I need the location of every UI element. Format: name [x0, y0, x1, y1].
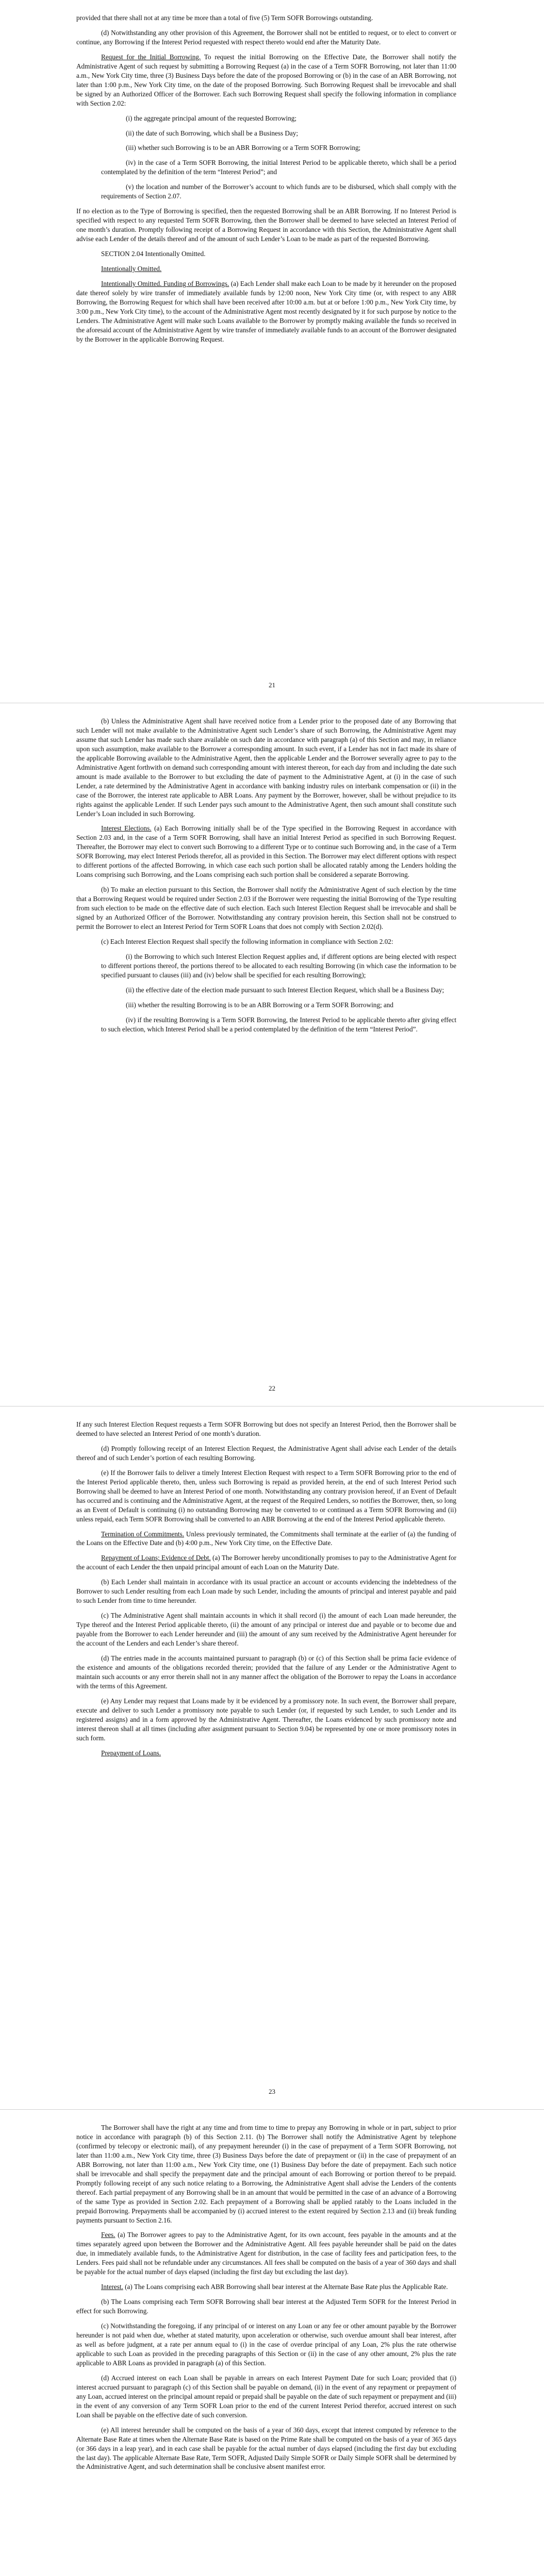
paragraph [76, 1444, 456, 1463]
paragraph-text: (v) the location and number of the Borrower’s account to which funds are to be disbursed, which shall comply with the requirements of Section 2.07. [101, 183, 456, 200]
paragraph [76, 207, 456, 244]
page-21 [0, 0, 544, 703]
paragraph [76, 28, 456, 47]
paragraph-text: (iv) in the case of a Term SOFR Borrowing, the initial Interest Period to be applicable thereto, which shall be a period contemplated by the definition of the term “Interest Period”; and [101, 159, 456, 176]
page-number: 23 [269, 2088, 275, 2095]
section-heading: Interest. [101, 2283, 123, 2291]
paragraph [76, 249, 456, 259]
paragraph [101, 129, 456, 138]
paragraph [76, 53, 456, 108]
paragraph-text: (e) If the Borrower fails to deliver a timely Interest Election Request with respect to a Term SOFR Borrowing prior to the end of the Interest Period applicable thereto, then, unless such Borrowing is repaid as provided herein, at the end of such Interest Period such Borrowing shall be deemed to have an Interest Period of one month. Notwithstanding any contrary provision hereof, if an Event of Default has occurred and is continuing and the Administrative Agent, at the request of the Required Lenders, so notifies the Borrower, then, so long as an Event of Default is continuing (i) no outstanding Borrowing may be converted to or continued as a Term SOFR Borrowing and (ii) unless repaid, each Term SOFR Borrowing shall be converted to an ABR Borrowing at the end of the Interest Period applicable thereto. [76, 1468, 456, 1523]
section-heading: Intentionally Omitted. [101, 265, 162, 273]
paragraph [76, 1553, 456, 1572]
paragraph-text: (b) The Loans comprising each Term SOFR Borrowing shall bear interest at the Adjusted Term SOFR for the Interest Period in effect for such Borrowing. [76, 2298, 456, 2315]
paragraph-text: Unless previously terminated, the Commitments shall terminate at the earlier of (a) the funding of the Loans on the Effective Date and (b) 4:00 p.m., New York City time, on the Effective Date. [76, 1530, 456, 1547]
paragraph [76, 2123, 456, 2225]
paragraph [76, 279, 456, 344]
paragraph-text: If any such Interest Election Request requests a Term SOFR Borrowing but does not specify an Interest Period, then the Borrower shall be deemed to have selected an Interest Period of one month’s duration. [76, 1420, 456, 1437]
paragraph-text: (iv) if the resulting Borrowing is a Term SOFR Borrowing, the Interest Period to be applicable thereto after giving effect to such election, which Interest Period shall be a period contemplated by the definition of the term “Interest Period”. [101, 1015, 456, 1033]
paragraph [101, 182, 456, 201]
page-22 [0, 703, 544, 1406]
paragraph-text: SECTION 2.04 Intentionally Omitted. [101, 250, 206, 258]
paragraph [76, 1611, 456, 1648]
paragraph [76, 1654, 456, 1691]
paragraph [101, 158, 456, 177]
paragraph-text: (iii) whether such Borrowing is to be an ABR Borrowing or a Term SOFR Borrowing; [126, 144, 361, 152]
paragraph [101, 143, 456, 152]
section-heading: Interest Elections. [101, 824, 152, 833]
page-body [76, 1420, 456, 1758]
page-body [76, 2123, 456, 2471]
paragraph-text: provided that there shall not at any time be more than a total of five (5) Term SOFR Borrowings outstanding. [76, 14, 373, 22]
paragraph [76, 885, 456, 931]
paragraph-text: (d) The entries made in the accounts maintained pursuant to paragraph (b) or (c) of this Section shall be prima facie evidence of the existence and amounts of the obligations recorded therein; provided that the failure of any Lender or the Administrative Agent to maintain such accounts or any error therein shall not in any manner affect the obligation of the Borrower to repay the Loans in accordance with the terms of this Agreement. [76, 1654, 456, 1690]
paragraph [76, 1578, 456, 1605]
paragraph [76, 2297, 456, 2316]
page-24 [0, 2110, 544, 2576]
section-heading: Termination of Commitments. [101, 1530, 185, 1538]
paragraph-text: (d) Promptly following receipt of an Interest Election Request, the Administrative Agent shall advise each Lender of the details thereof and of such Lender’s portion of each resulting Borrowing. [76, 1444, 456, 1462]
section-heading: Intentionally Omitted. Funding of Borrowings. [101, 279, 229, 287]
paragraph-text: (ii) the date of such Borrowing, which shall be a Business Day; [126, 129, 299, 137]
paragraph [76, 2426, 456, 2472]
paragraph-text: (i) the aggregate principal amount of the requested Borrowing; [126, 114, 297, 122]
paragraph-text: (b) Each Lender shall maintain in accordance with its usual practice an account or accounts evidencing the indebtedness of the Borrower to such Lender resulting from each Loan made by such Lender, including the amounts of principal and interest payable and paid to such Lender from time to time hereunder. [76, 1578, 456, 1605]
paragraph-text: (a) Each Lender shall make each Loan to be made by it hereunder on the proposed date thereof solely by wire transfer of immediately available funds by 12:00 noon, New York City time (or, with respect to any ABR Borrowing, the Borrowing Request for which shall have been received after 10:00 a.m. but at or before 1:00 p.m., New York City time, by 3:00 p.m., New York City time), to the account of the Administrative Agent most recently designated by it for such purpose by notice to the Lenders. The Administrative Agent will make such Loans available to the Borrower by promptly making available the funds so received in the aforesaid account of the Administrative Agent by wire transfer of immediately available funds to an account of the Borrower designated by the Borrower in the applicable Borrowing Request. [76, 279, 456, 343]
paragraph-text: (b) Unless the Administrative Agent shall have received notice from a Lender prior to the proposed date of any Borrowing that such Lender will not make available to the Administrative Agent such Lender’s share of such Borrowing, the Administrative Agent may assume that such Lender has made such share available on such date in accordance with paragraph (a) of this Section and may, in reliance upon such assumption, make available to the Borrower a corresponding amount. In such event, if a Lender has not in fact made its share of the applicable Borrowing available to the Administrative Agent, then the applicable Lender and the Borrower severally agree to pay to the Administrative Agent forthwith on demand such corresponding amount with interest thereon, for each day from and including the date such amount is made available to the Borrower to but excluding the date of payment to the Administrative Agent, at (i) in the case of such Lender, a rate determined by the Administrative Agent in accordance with banking industry rules on interbank compensation or (ii) in the case of the Borrower, the interest rate applicable to ABR Loans. Any payment by the Borrower, however, shall be without prejudice to its rights against the applicable Lender. If such Lender pays such amount to the Administrative Agent, then such amount shall constitute such Lender’s Loan included in such Borrowing. [76, 717, 456, 818]
page-body [76, 717, 456, 1034]
paragraph [101, 1001, 456, 1010]
paragraph [76, 1697, 456, 1743]
paragraph [101, 1015, 456, 1034]
paragraph-text: (e) Any Lender may request that Loans made by it be evidenced by a promissory note. In such event, the Borrower shall prepare, execute and deliver to such Lender a promissory note payable to such Lender (or, if requested by such Lender, to such Lender and its registered assigns) and in a form approved by the Administrative Agent. Thereafter, the Loans evidenced by such promissory note and interest thereon shall at all times (including after assignment pursuant to Section 9.04) be represented by one or more promissory notes in such form. [76, 1697, 456, 1742]
paragraph-text: (c) The Administrative Agent shall maintain accounts in which it shall record (i) the amount of each Loan made hereunder, the Type thereof and the Interest Period applicable thereto, (ii) the amount of any principal or interest due and payable or to become due and payable from the Borrower to each Lender hereunder and (iii) the amount of any sum received by the Administrative Agent hereunder for the account of the Lenders and each Lender’s share thereof. [76, 1612, 456, 1648]
paragraph [76, 2282, 456, 2292]
paragraph [76, 2374, 456, 2420]
paragraph [76, 264, 456, 274]
paragraph-text: (a) The Borrower agrees to pay to the Administrative Agent, for its own account, fees payable in the amounts and at the times separately agreed upon between the Borrower and the Administrative Agent. All fees payable hereunder shall be paid on the dates due, in immediately available funds, to the Administrative Agent for distribution, in the case of facility fees and participation fees, to the Lenders. Fees paid shall not be refundable under any circumstances. All fees shall be computed on the basis of a year of 360 days and shall be payable for the actual number of days elapsed (including the first day but excluding the last day). [76, 2231, 456, 2276]
paragraph-text: (b) To make an election pursuant to this Section, the Borrower shall notify the Administrative Agent of such election by the time that a Borrowing Request would be required under Section 2.03 if the Borrower were requesting the initial Borrowing of the Type resulting from such election to be made on the effective date of such election. Each such Interest Election Request shall be irrevocable and shall be signed by an Authorized Officer of the Borrower. Notwithstanding any contrary provision herein, this Section shall not be construed to permit the Borrower to elect an Interest Period for Term SOFR Loans that does not comply with Section 2.02(d). [76, 886, 456, 931]
paragraph [76, 1749, 456, 1758]
paragraph-text: (c) Each Interest Election Request shall specify the following information in compliance with Section 2.02: [101, 937, 393, 945]
section-heading: Prepayment of Loans. [101, 1749, 161, 1757]
paragraph-text: (d) Accrued interest on each Loan shall be payable in arrears on each Interest Payment Date for such Loan; provided that (i) interest accrued pursuant to paragraph (c) of this Section shall be payable on demand, (ii) in the event of any repayment or prepayment of any Loan, accrued interest on the principal amount repaid or prepaid shall be payable on the date of such repayment or prepayment and (iii) in the event of any conversion of any Term SOFR Loan prior to the end of the current Interest Period therefor, accrued interest on such Loan shall be payable on the effective date of such conversion. [76, 2374, 456, 2419]
paragraph [76, 2321, 456, 2368]
page-number: 21 [269, 681, 275, 689]
page-number: 22 [269, 1384, 275, 1392]
paragraph [76, 824, 456, 879]
paragraph-text: (i) the Borrowing to which such Interest Election Request applies and, if different options are being elected with respect to different portions thereof, the portions thereof to be allocated to each resulting Borrowing (in which case the information to be specified pursuant to clauses (iii) and (iv) below shall be specified for each resulting Borrowing); [101, 952, 456, 979]
page-23 [0, 1406, 544, 2110]
paragraph-text: (ii) the effective date of the election made pursuant to such Interest Election Request, which shall be a Business Day; [126, 986, 444, 994]
paragraph [76, 937, 456, 946]
paragraph-text: (a) The Loans comprising each ABR Borrowing shall bear interest at the Alternate Base Rate plus the Applicable Rate. [123, 2283, 448, 2291]
paragraph-text: (c) Notwithstanding the foregoing, if any principal of or interest on any Loan or any fee or other amount payable by the Borrower hereunder is not paid when due, whether at stated maturity, upon acceleration or otherwise, such overdue amount shall bear interest, after as well as before judgment, at a rate per annum equal to (i) in the case of overdue principal of any Loan, 2% plus the rate otherwise applicable to such Loan as provided in the preceding paragraphs of this Section or (ii) in the case of any other amount, 2% plus the rate applicable to ABR Loans as provided in paragraph (a) of this Section. [76, 2322, 456, 2367]
section-heading: Request for the Initial Borrowing. [101, 53, 201, 61]
paragraph-text: (iii) whether the resulting Borrowing is to be an ABR Borrowing or a Term SOFR Borrowing; and [126, 1001, 393, 1009]
paragraph [76, 2230, 456, 2277]
paragraph [76, 1530, 456, 1548]
section-heading: Repayment of Loans; Evidence of Debt. [101, 1554, 211, 1562]
paragraph-text: The Borrower shall have the right at any time and from time to time to prepay any Borrowing in whole or in part, subject to prior notice in accordance with paragraph (b) of this Section 2.11. (b) The Borrower shall notify the Administrative Agent by telephone (confirmed by telecopy or electronic mail), of any prepayment hereunder (i) in the case of prepayment of a Term SOFR Borrowing, not later than 11:00 a.m., New York City time, three (3) Business Days before the date of prepayment or (ii) in the case of prepayment of an ABR Borrowing, not later than 11:00 a.m., New York City time, one (1) Business Day before the date of prepayment. Each such notice shall be irrevocable and shall specify the prepayment date and the principal amount of each Borrowing or portion thereof to be prepaid. Promptly following receipt of any such notice relating to a Borrowing, the Administrative Agent shall advise the Lenders of the contents thereof. Each partial prepayment of any Borrowing shall be in an amount that would be permitted in the case of an advance of a Borrowing of the same Type as provided in Section 2.02. Each prepayment of a Borrowing shall be applied ratably to the Loans included in the prepaid Borrowing. Prepayments shall be accompanied by (i) accrued interest to the extent required by Section 2.13 and (ii) break funding payments pursuant to Section 2.16. [76, 2124, 456, 2224]
paragraph-text: (e) All interest hereunder shall be computed on the basis of a year of 360 days, except that interest computed by reference to the Alternate Base Rate at times when the Alternate Base Rate is based on the Prime Rate shall be computed on the basis of a year of 365 days (or 366 days in a leap year), and in each case shall be payable for the actual number of days elapsed (including the first day but excluding the last day). The applicable Alternate Base Rate, Term SOFR, Adjusted Daily Simple SOFR or Daily Simple SOFR shall be determined by the Administrative Agent, and such determination shall be conclusive absent manifest error. [76, 2426, 456, 2471]
paragraph-text: To request the initial Borrowing on the Effective Date, the Borrower shall notify the Administrative Agent of such request by submitting a Borrowing Request (a) in the case of a Term SOFR Borrowing, not later than 11:00 a.m., New York City time, three (3) Business Days before the date of the proposed Borrowing or (b) in the case of an ABR Borrowing, not later than 1:00 p.m., New York City time, on the date of the proposed Borrowing. Such Borrowing Request shall be irrevocable and shall be signed by an Authorized Officer of the Borrower. Each such Borrowing Request shall specify the following information in compliance with Section 2.02: [76, 53, 456, 107]
section-heading: Fees. [101, 2231, 116, 2239]
paragraph-text: (a) The Borrower hereby unconditionally promises to pay to the Administrative Agent for the account of each Lender the then unpaid principal amount of each Loan on the Maturity Date. [76, 1554, 456, 1571]
paragraph [76, 717, 456, 818]
paragraph [76, 1468, 456, 1524]
paragraph-text: If no election as to the Type of Borrowing is specified, then the requested Borrowing shall be an ABR Borrowing. If no Interest Period is specified with respect to any requested Term SOFR Borrowing, then the Borrower shall be deemed to have selected an Interest Period of one month’s duration. Promptly following receipt of a Borrowing Request in accordance with this Section, the Administrative Agent shall advise each Lender of the details thereof and of the amount of such Lender’s Loan to be made as part of the requested Borrowing. [76, 207, 456, 243]
paragraph [101, 114, 456, 123]
page-body [76, 13, 456, 344]
paragraph-text: (a) Each Borrowing initially shall be of the Type specified in the Borrowing Request in accordance with Section 2.03 and, in the case of a Term SOFR Borrowing, shall have an initial Interest Period as specified in such Borrowing Request. Thereafter, the Borrower may elect to convert such Borrowing to a different Type or to continue such Borrowing and, in the case of a Term SOFR Borrowing, may elect Interest Periods therefor, all as provided in this Section. The Borrower may elect different options with respect to different portions of the affected Borrowing, in which case each such portion shall be allocated ratably among the Lenders holding the Loans comprising such Borrowing, and the Loans comprising each such portion shall be considered a separate Borrowing. [76, 824, 456, 879]
paragraph [76, 1420, 456, 1438]
paragraph [101, 986, 456, 995]
paragraph [101, 952, 456, 980]
paragraph [76, 13, 456, 23]
paragraph-text: (d) Notwithstanding any other provision of this Agreement, the Borrower shall not be entitled to request, or to elect to convert or continue, any Borrowing if the Interest Period requested with respect thereto would end after the Maturity Date. [76, 28, 456, 46]
